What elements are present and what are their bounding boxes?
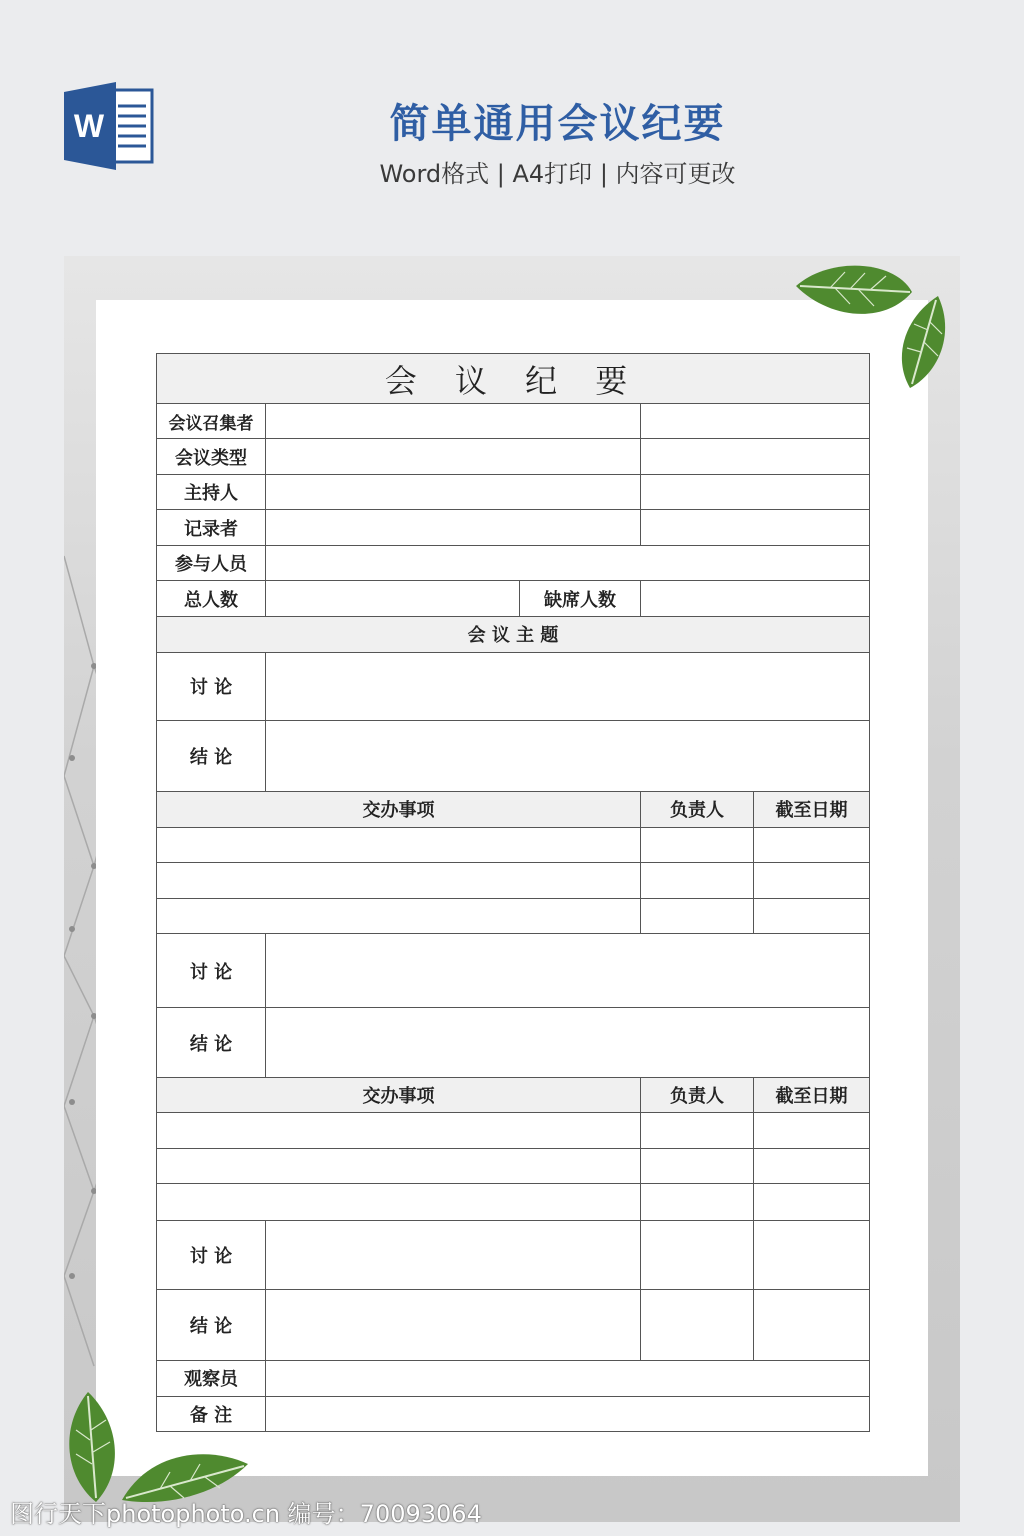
absent-label: 缺席人数 xyxy=(520,581,641,617)
observer-field[interactable] xyxy=(266,1360,870,1396)
conclusion-field[interactable] xyxy=(266,1289,641,1360)
convener-field[interactable] xyxy=(266,404,641,439)
leaf-icon xyxy=(790,262,950,392)
deadline-cell[interactable] xyxy=(754,1149,870,1184)
conclusion-deadline-field[interactable] xyxy=(754,1289,870,1360)
task-cell[interactable] xyxy=(157,1149,641,1184)
page-subtitle: Word格式 | A4打印 | 内容可更改 xyxy=(379,160,736,188)
deadline-cell[interactable] xyxy=(754,862,870,898)
topic-header: 会 议 主 题 xyxy=(157,617,870,652)
watermark: 图行天下photophoto.cn 编号：70093064 xyxy=(10,1500,482,1528)
owner-cell[interactable] xyxy=(641,1149,754,1184)
conclusion-field[interactable] xyxy=(266,1008,870,1078)
discussion-label: 讨 论 xyxy=(157,652,266,720)
discussion-deadline-field[interactable] xyxy=(754,1220,870,1289)
absent-field[interactable] xyxy=(641,581,870,617)
type-extra-field[interactable] xyxy=(641,439,870,475)
task-cell[interactable] xyxy=(157,1113,641,1149)
meeting-minutes-form xyxy=(156,353,870,1432)
host-field[interactable] xyxy=(266,475,641,510)
total-field[interactable] xyxy=(266,581,520,617)
owner-header: 负责人 xyxy=(641,791,754,827)
deadline-header: 截至日期 xyxy=(754,791,870,827)
convener-extra-field[interactable] xyxy=(641,404,870,439)
conclusion-label: 结 论 xyxy=(157,1008,266,1078)
type-label: 会议类型 xyxy=(157,439,266,475)
task-header: 交办事项 xyxy=(157,791,641,827)
owner-cell[interactable] xyxy=(641,1113,754,1149)
deadline-cell[interactable] xyxy=(754,898,870,933)
discussion-owner-field[interactable] xyxy=(641,1220,754,1289)
task-cell[interactable] xyxy=(157,862,641,898)
recorder-label: 记录者 xyxy=(157,510,266,546)
discussion-field[interactable] xyxy=(266,1220,641,1289)
discussion-field[interactable] xyxy=(266,934,870,1008)
discussion-label: 讨 论 xyxy=(157,934,266,1008)
discussion-label: 讨 论 xyxy=(157,1220,266,1289)
owner-cell[interactable] xyxy=(641,862,754,898)
leaf-icon xyxy=(60,1390,250,1510)
deadline-cell[interactable] xyxy=(754,827,870,862)
task-cell[interactable] xyxy=(157,898,641,933)
owner-cell[interactable] xyxy=(641,1184,754,1220)
task-cell[interactable] xyxy=(157,827,641,862)
remarks-label: 备 注 xyxy=(157,1396,266,1431)
total-label: 总人数 xyxy=(157,581,266,617)
svg-text:W: W xyxy=(73,108,105,144)
owner-cell[interactable] xyxy=(641,898,754,933)
type-field[interactable] xyxy=(266,439,641,475)
conclusion-label: 结 论 xyxy=(157,720,266,791)
task-header: 交办事项 xyxy=(157,1078,641,1113)
recorder-extra-field[interactable] xyxy=(641,510,870,546)
participants-field[interactable] xyxy=(266,546,870,581)
host-extra-field[interactable] xyxy=(641,475,870,510)
task-cell[interactable] xyxy=(157,1184,641,1220)
conclusion-label: 结 论 xyxy=(157,1289,266,1360)
form-title: 会 议 纪 要 xyxy=(157,354,870,404)
observer-label: 观察员 xyxy=(157,1360,266,1396)
discussion-field[interactable] xyxy=(266,652,870,720)
owner-header: 负责人 xyxy=(641,1078,754,1113)
deadline-cell[interactable] xyxy=(754,1184,870,1220)
host-label: 主持人 xyxy=(157,475,266,510)
deadline-cell[interactable] xyxy=(754,1113,870,1149)
convener-label: 会议召集者 xyxy=(157,404,266,439)
page-title: 简单通用会议纪要 xyxy=(389,101,726,147)
conclusion-field[interactable] xyxy=(266,720,870,791)
owner-cell[interactable] xyxy=(641,827,754,862)
participants-label: 参与人员 xyxy=(157,546,266,581)
remarks-field[interactable] xyxy=(266,1396,870,1431)
recorder-field[interactable] xyxy=(266,510,641,546)
deadline-header: 截至日期 xyxy=(754,1078,870,1113)
word-icon xyxy=(64,82,156,170)
conclusion-owner-field[interactable] xyxy=(641,1289,754,1360)
